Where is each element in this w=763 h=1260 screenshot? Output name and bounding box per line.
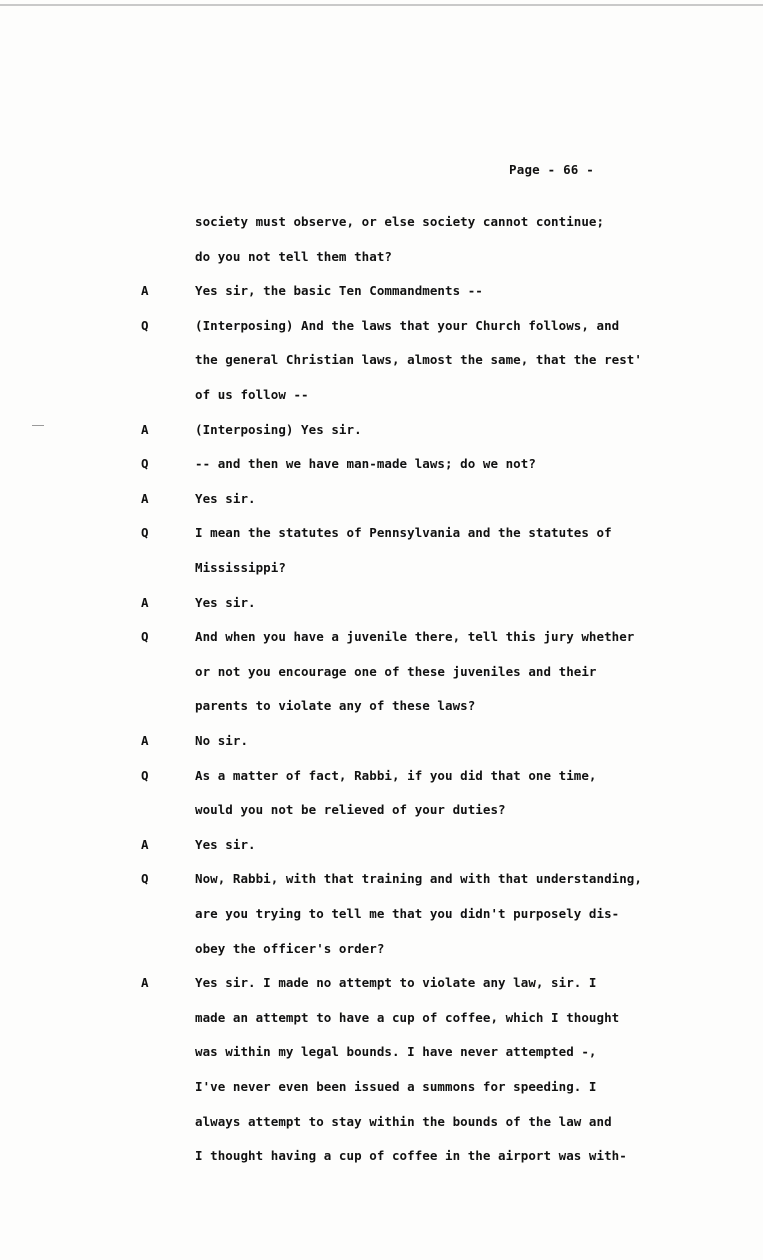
transcript-line xyxy=(0,941,763,961)
transcript-text: No sir. xyxy=(195,733,249,748)
transcript-line xyxy=(0,802,763,822)
speaker-label: Q xyxy=(141,525,149,540)
transcript-line xyxy=(0,837,763,857)
transcript-text: (Interposing) Yes sir. xyxy=(195,422,362,437)
transcript-text: would you not be relieved of your duties? xyxy=(195,802,506,817)
transcript-line xyxy=(0,456,763,476)
transcript-line xyxy=(0,906,763,926)
transcript-line xyxy=(0,560,763,580)
transcript-text: I've never even been issued a summons for speeding. I xyxy=(195,1079,597,1094)
transcript-line xyxy=(0,1079,763,1099)
transcript-text: Yes sir. I made no attempt to violate any law, sir. I xyxy=(195,975,597,990)
transcript-line xyxy=(0,1044,763,1064)
speaker-label: Q xyxy=(141,629,149,644)
speaker-label: A xyxy=(141,491,149,506)
transcript-text: are you trying to tell me that you didn't purposely dis- xyxy=(195,906,620,921)
transcript-line xyxy=(0,768,763,788)
transcript-text: Mississippi? xyxy=(195,560,286,575)
speaker-label: A xyxy=(141,595,149,610)
transcript-line xyxy=(0,214,763,234)
transcript-line xyxy=(0,664,763,684)
speaker-label: A xyxy=(141,283,149,298)
transcript-text: I mean the statutes of Pennsylvania and the statutes of xyxy=(195,525,612,540)
transcript-text: made an attempt to have a cup of coffee, which I thought xyxy=(195,1010,620,1025)
transcript-text: As a matter of fact, Rabbi, if you did that one time, xyxy=(195,768,597,783)
transcript-text: -- and then we have man-made laws; do we not? xyxy=(195,456,536,471)
transcript-line xyxy=(0,352,763,372)
transcript-text: do you not tell them that? xyxy=(195,249,392,264)
transcript-text: obey the officer's order? xyxy=(195,941,385,956)
transcript-text: of us follow -- xyxy=(195,387,309,402)
speaker-label: A xyxy=(141,422,149,437)
speaker-label: Q xyxy=(141,318,149,333)
transcript-line xyxy=(0,733,763,753)
transcript-line xyxy=(0,871,763,891)
speaker-label: Q xyxy=(141,768,149,783)
transcript-line xyxy=(0,422,763,442)
speaker-label: A xyxy=(141,733,149,748)
transcript-line xyxy=(0,525,763,545)
transcript-text: Yes sir. xyxy=(195,491,256,506)
transcript-text: And when you have a juvenile there, tell this jury whether xyxy=(195,629,635,644)
transcript-line xyxy=(0,595,763,615)
transcript-line xyxy=(0,1148,763,1168)
transcript-text: the general Christian laws, almost the same, that the rest' xyxy=(195,352,642,367)
transcript-line xyxy=(0,975,763,995)
transcript-text: Now, Rabbi, with that training and with that understanding, xyxy=(195,871,642,886)
transcript-line xyxy=(0,698,763,718)
transcript-line xyxy=(0,629,763,649)
transcript-text: Yes sir, the basic Ten Commandments -- xyxy=(195,283,483,298)
transcript-text: or not you encourage one of these juveniles and their xyxy=(195,664,597,679)
transcript-line xyxy=(0,387,763,407)
transcript-text: Yes sir. xyxy=(195,837,256,852)
speaker-label: Q xyxy=(141,456,149,471)
transcript-line xyxy=(0,318,763,338)
transcript-line xyxy=(0,1010,763,1030)
speaker-label: A xyxy=(141,837,149,852)
transcript-line xyxy=(0,491,763,511)
transcript-text: (Interposing) And the laws that your Church follows, and xyxy=(195,318,620,333)
transcript-text: society must observe, or else society cannot continue; xyxy=(195,214,605,229)
speaker-label: Q xyxy=(141,871,149,886)
transcript-line xyxy=(0,283,763,303)
transcript-line xyxy=(0,249,763,269)
page-number: Page - 66 - xyxy=(509,162,594,177)
transcript-text: parents to violate any of these laws? xyxy=(195,698,476,713)
speaker-label: A xyxy=(141,975,149,990)
transcript-text: always attempt to stay within the bounds of the law and xyxy=(195,1114,612,1129)
transcript-line xyxy=(0,1114,763,1134)
transcript-text: I thought having a cup of coffee in the airport was with- xyxy=(195,1148,627,1163)
transcript-text: was within my legal bounds. I have never attempted -, xyxy=(195,1044,597,1059)
transcript-text: Yes sir. xyxy=(195,595,256,610)
